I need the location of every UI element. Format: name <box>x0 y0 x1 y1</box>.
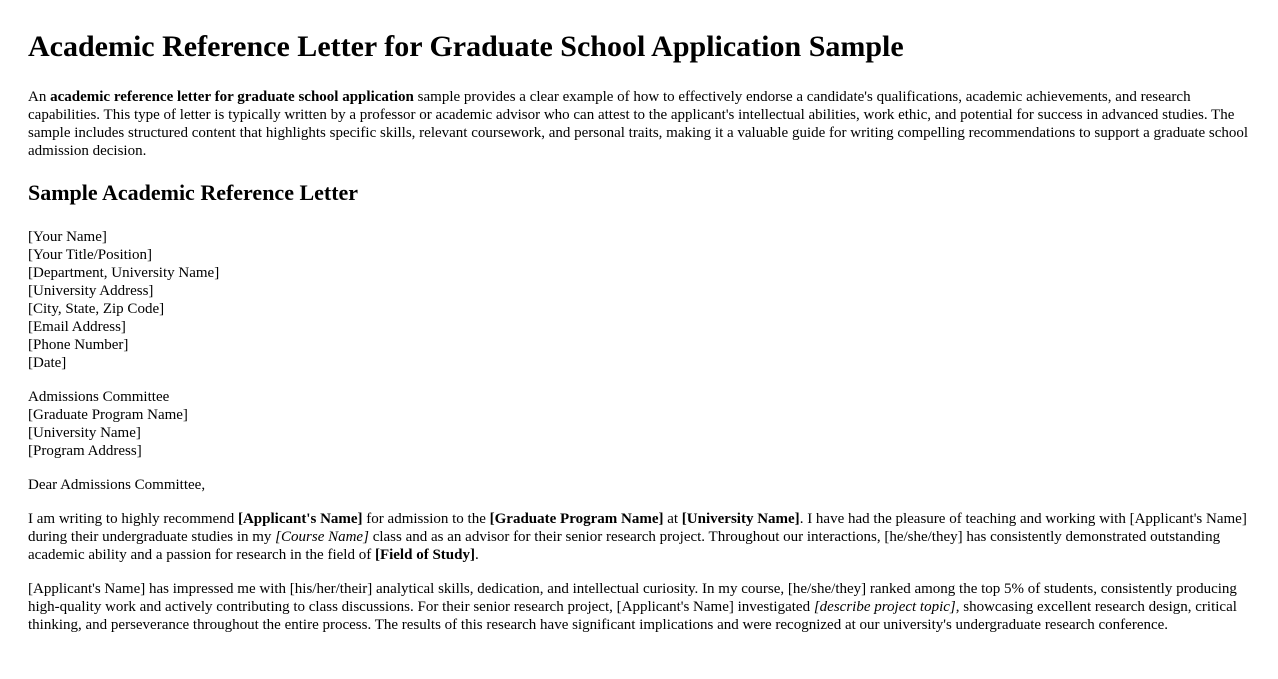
para1-text-5: class and as an advisor for their senior research project. Throughout our interactions, [he/she/they] has consistently demonstrated outstanding academic ability and a passion for research in the field of <box>28 529 1221 563</box>
intro-paragraph <box>28 88 1250 160</box>
para1-applicant-name: [Applicant's Name] <box>237 511 363 527</box>
sender-name: [Your Name] <box>28 229 107 245</box>
recipient-address: [Program Address] <box>28 443 142 459</box>
page-title: Academic Reference Letter for Graduate School Application Sample <box>28 30 904 63</box>
section-heading: Sample Academic Reference Letter <box>28 180 359 205</box>
sender-city-state-zip: [City, State, Zip Code] <box>28 301 165 317</box>
para1-university-name: [University Name] <box>681 511 800 527</box>
document-page <box>0 29 1278 634</box>
intro-bold-keyword: academic reference letter for graduate school application <box>50 89 414 105</box>
sender-department: [Department, University Name] <box>28 265 220 281</box>
para2-text-2: , showcasing excellent research design, critical thinking, and perseverance throughout the entire process. The results of this research have significant implications and were recognized at our university's undergraduate research conference. <box>28 599 1237 633</box>
para1-field-of-study: [Field of Study] <box>374 547 475 563</box>
sender-phone: [Phone Number] <box>28 337 129 353</box>
para1-text-1: I am writing to highly recommend <box>28 511 238 527</box>
intro-text-rest: sample provides a clear example of how to effectively endorse a candidate's qualifications, academic achievements, and research capabilities. This type of letter is typically written by a professor or academic advisor who can attest to the applicant's intellectual abilities, work ethic, and potential for success in advanced studies. The sample includes structured content that highlights specific skills, relevant coursework, and personal traits, making it a valuable guide for writing compelling recommendations to support a graduate school admission decision. <box>28 89 1249 159</box>
letter-paragraph-1 <box>28 510 1250 564</box>
para1-program-name: [Graduate Program Name] <box>489 511 664 527</box>
letter-greeting: Dear Admissions Committee, <box>28 477 206 493</box>
recipient-program: [Graduate Program Name] <box>28 407 188 423</box>
sender-address-block <box>28 228 1250 372</box>
para1-course-name: [Course Name] <box>275 529 369 545</box>
letter-paragraph-2 <box>28 580 1250 634</box>
para1-text-4: . I have had the pleasure of teaching and working with [Applicant's Name] during their undergraduate studies in my <box>28 511 1247 545</box>
intro-text-start: An <box>28 89 51 105</box>
recipient-address-block <box>28 388 1250 460</box>
para1-text-6: . <box>474 547 479 563</box>
sender-date: [Date] <box>28 355 67 371</box>
para2-text-1: [Applicant's Name] has impressed me with [his/her/their] analytical skills, dedication, and intellectual curiosity. In my course, [he/she/they] ranked among the top 5% of students, consistently producing high-quality work and actively contributing to class discussions. For their senior research project, [Applicant's Name] investigated <box>28 581 1237 615</box>
para1-text-2: for admission to the <box>362 511 490 527</box>
sender-address: [University Address] <box>28 283 154 299</box>
sender-email: [Email Address] <box>28 319 126 335</box>
recipient-committee: Admissions Committee <box>28 389 170 405</box>
sender-title: [Your Title/Position] <box>28 247 152 263</box>
recipient-university: [University Name] <box>28 425 141 441</box>
para2-project-topic: [describe project topic] <box>813 599 956 615</box>
para1-text-3: at <box>663 511 682 527</box>
